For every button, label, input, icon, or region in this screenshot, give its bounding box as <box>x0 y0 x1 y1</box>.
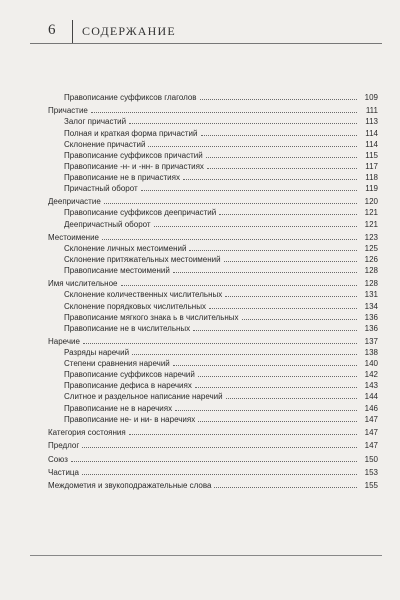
toc-entry-label: Залог причастий <box>64 117 127 127</box>
toc-entry-page: 153 <box>364 467 378 477</box>
toc-entry-label: Слитное и раздельное написание наречий <box>64 392 223 402</box>
toc-entry[interactable] <box>48 379 378 390</box>
toc-entry-label: Правописание не в наречиях <box>64 403 173 413</box>
dot-leader <box>129 433 357 435</box>
toc-entry-label: Категория состояния <box>48 427 126 437</box>
dot-leader <box>198 375 357 377</box>
toc-entry[interactable] <box>48 357 378 368</box>
toc-entry[interactable] <box>48 253 378 264</box>
toc-entry-label: Правописание мягкого знака ь в числительных <box>64 312 239 322</box>
page-header <box>30 20 382 44</box>
toc-entry-label: Правописание -н- и -нн- в причастиях <box>64 161 204 171</box>
dot-leader <box>225 295 357 297</box>
toc-section[interactable] <box>48 104 378 115</box>
toc-entry-label: Наречие <box>48 337 80 346</box>
dot-leader <box>82 446 357 448</box>
toc-entry-label: Предлог <box>48 441 80 451</box>
dot-leader <box>91 111 357 113</box>
toc-entry-page: 155 <box>364 481 378 491</box>
header-rule <box>30 43 382 44</box>
toc-entry-page: 134 <box>364 301 378 311</box>
dot-leader <box>195 386 357 388</box>
toc-entry-page: 113 <box>365 117 378 127</box>
toc-entry-page: 111 <box>365 106 378 116</box>
toc-entry-page: 128 <box>364 266 378 276</box>
dot-leader <box>201 134 358 136</box>
toc-section[interactable] <box>48 277 378 288</box>
toc-entry-page: 150 <box>364 454 378 464</box>
toc-entry-page: 125 <box>364 243 378 253</box>
toc-entry[interactable] <box>48 126 378 137</box>
toc-entry-page: 136 <box>364 312 378 322</box>
toc-entry-label: Деепричастный оборот <box>64 219 151 229</box>
toc-section[interactable] <box>48 195 378 206</box>
toc-entry-page: 147 <box>364 414 378 424</box>
toc-entry-page: 121 <box>364 208 378 218</box>
toc-entry-page: 123 <box>364 232 378 242</box>
toc-entry[interactable] <box>48 264 378 275</box>
toc-entry-label: Причастие <box>48 106 88 116</box>
toc-entry-label: Междометия и звукоподражательные слова <box>48 481 212 491</box>
toc-entry-label: Степени сравнения наречий <box>64 359 170 369</box>
toc-entry-page: 138 <box>364 348 378 358</box>
toc-entry[interactable] <box>48 311 378 322</box>
toc-section[interactable] <box>48 452 378 463</box>
table-of-contents <box>48 91 378 490</box>
toc-entry[interactable] <box>48 413 378 424</box>
toc-entry-page: 142 <box>364 370 378 380</box>
toc-entry[interactable] <box>48 401 378 412</box>
toc-entry-label: Правописание суффиксов деепричастий <box>64 208 217 218</box>
toc-entry-page: 140 <box>364 359 378 369</box>
toc-entry-label: Правописание не- и ни- в наречиях <box>64 414 196 424</box>
toc-entry[interactable] <box>48 288 378 299</box>
toc-entry-label: Местоимение <box>48 232 99 242</box>
dot-leader <box>71 460 357 462</box>
toc-entry-label: Союз <box>48 454 68 464</box>
toc-entry-page: 109 <box>364 93 378 103</box>
toc-entry-label: Полная и краткая форма причастий <box>64 128 198 138</box>
toc-entry-label: Склонение причастий <box>64 139 146 149</box>
dot-leader <box>175 409 357 411</box>
toc-entry-page: 128 <box>364 279 378 289</box>
toc-section[interactable] <box>48 439 378 450</box>
toc-entry-label: Имя числительное <box>48 279 118 289</box>
dot-leader <box>102 238 357 240</box>
dot-leader <box>82 473 357 475</box>
toc-entry[interactable] <box>48 149 378 160</box>
toc-entry[interactable] <box>48 390 378 401</box>
dot-leader <box>189 249 357 251</box>
header-divider <box>72 20 73 44</box>
toc-section[interactable] <box>48 231 378 242</box>
toc-entry[interactable] <box>48 160 378 171</box>
toc-entry-page: 137 <box>364 337 378 346</box>
dot-leader <box>226 397 357 399</box>
toc-entry[interactable] <box>48 217 378 228</box>
toc-entry-page: 146 <box>364 403 378 413</box>
dot-leader <box>193 329 357 331</box>
toc-entry[interactable] <box>48 171 378 182</box>
dot-leader <box>198 420 357 422</box>
toc-entry-page: 131 <box>364 290 378 300</box>
toc-entry-label: Правописание дефиса в наречиях <box>64 381 192 391</box>
dot-leader <box>154 225 357 227</box>
dot-leader <box>207 167 357 169</box>
dot-leader <box>141 189 357 191</box>
toc-entry-label: Правописание не в причастиях <box>64 172 180 182</box>
toc-entry-page: 144 <box>364 392 378 402</box>
toc-entry-page: 114 <box>365 139 378 149</box>
dot-leader <box>183 178 357 180</box>
toc-entry-label: Правописание местоимений <box>64 266 170 276</box>
toc-entry[interactable] <box>48 368 378 379</box>
toc-entry-label: Причастный оборот <box>64 184 138 194</box>
toc-entry-page: 119 <box>365 184 378 194</box>
toc-entry[interactable] <box>48 91 378 102</box>
toc-section[interactable] <box>48 426 378 437</box>
dot-leader <box>209 307 357 309</box>
dot-leader <box>214 486 357 488</box>
toc-entry-page: 121 <box>364 219 378 229</box>
toc-entry-page: 115 <box>365 150 378 160</box>
toc-entry[interactable] <box>48 115 378 126</box>
dot-leader <box>224 260 357 262</box>
toc-entry-label: Разряды наречий <box>64 348 130 358</box>
toc-entry-page: 136 <box>364 323 378 333</box>
toc-entry-label: Деепричастие <box>48 197 101 207</box>
toc-entry-page: 117 <box>365 161 378 171</box>
dot-leader <box>206 156 357 158</box>
dot-leader <box>219 213 357 215</box>
toc-entry-label: Склонение притяжательных местоимений <box>64 254 221 264</box>
page-number: 6 <box>48 22 56 38</box>
page-title: СОДЕРЖАНИЕ <box>82 24 176 38</box>
dot-leader <box>200 98 357 100</box>
toc-entry-label: Правописание суффиксов наречий <box>64 370 195 380</box>
toc-entry[interactable] <box>48 182 378 193</box>
dot-leader <box>242 318 357 320</box>
toc-entry-page: 143 <box>364 381 378 391</box>
toc-entry-label: Склонение личных местоимений <box>64 243 187 253</box>
toc-entry-page: 147 <box>364 427 378 437</box>
toc-section[interactable] <box>48 335 378 346</box>
dot-leader <box>83 342 357 344</box>
toc-entry[interactable] <box>48 346 378 357</box>
dot-leader <box>104 202 357 204</box>
dot-leader <box>129 122 357 124</box>
toc-entry[interactable] <box>48 206 378 217</box>
toc-entry-label: Правописание суффиксов причастий <box>64 150 203 160</box>
toc-entry-page: 126 <box>364 254 378 264</box>
dot-leader <box>148 145 357 147</box>
toc-entry-page: 120 <box>364 197 378 207</box>
toc-entry-page: 118 <box>365 172 378 182</box>
toc-entry[interactable] <box>48 242 378 253</box>
dot-leader <box>173 271 357 273</box>
dot-leader <box>132 353 357 355</box>
toc-entry-label: Частица <box>48 467 79 477</box>
toc-section[interactable] <box>48 479 378 490</box>
toc-entry[interactable] <box>48 299 378 310</box>
toc-entry[interactable] <box>48 138 378 149</box>
dot-leader <box>173 364 357 366</box>
bottom-rule <box>30 555 382 556</box>
toc-entry-label: Правописание суффиксов глаголов <box>64 93 197 103</box>
toc-entry[interactable] <box>48 322 378 333</box>
toc-entry-page: 147 <box>364 441 378 451</box>
toc-entry-page: 114 <box>365 128 378 138</box>
dot-leader <box>121 284 358 286</box>
toc-entry-label: Правописание не в числительных <box>64 323 191 333</box>
toc-entry-label: Склонение порядковых числительных <box>64 301 206 311</box>
toc-section[interactable] <box>48 466 378 477</box>
toc-entry-label: Склонение количественных числительных <box>64 290 223 300</box>
